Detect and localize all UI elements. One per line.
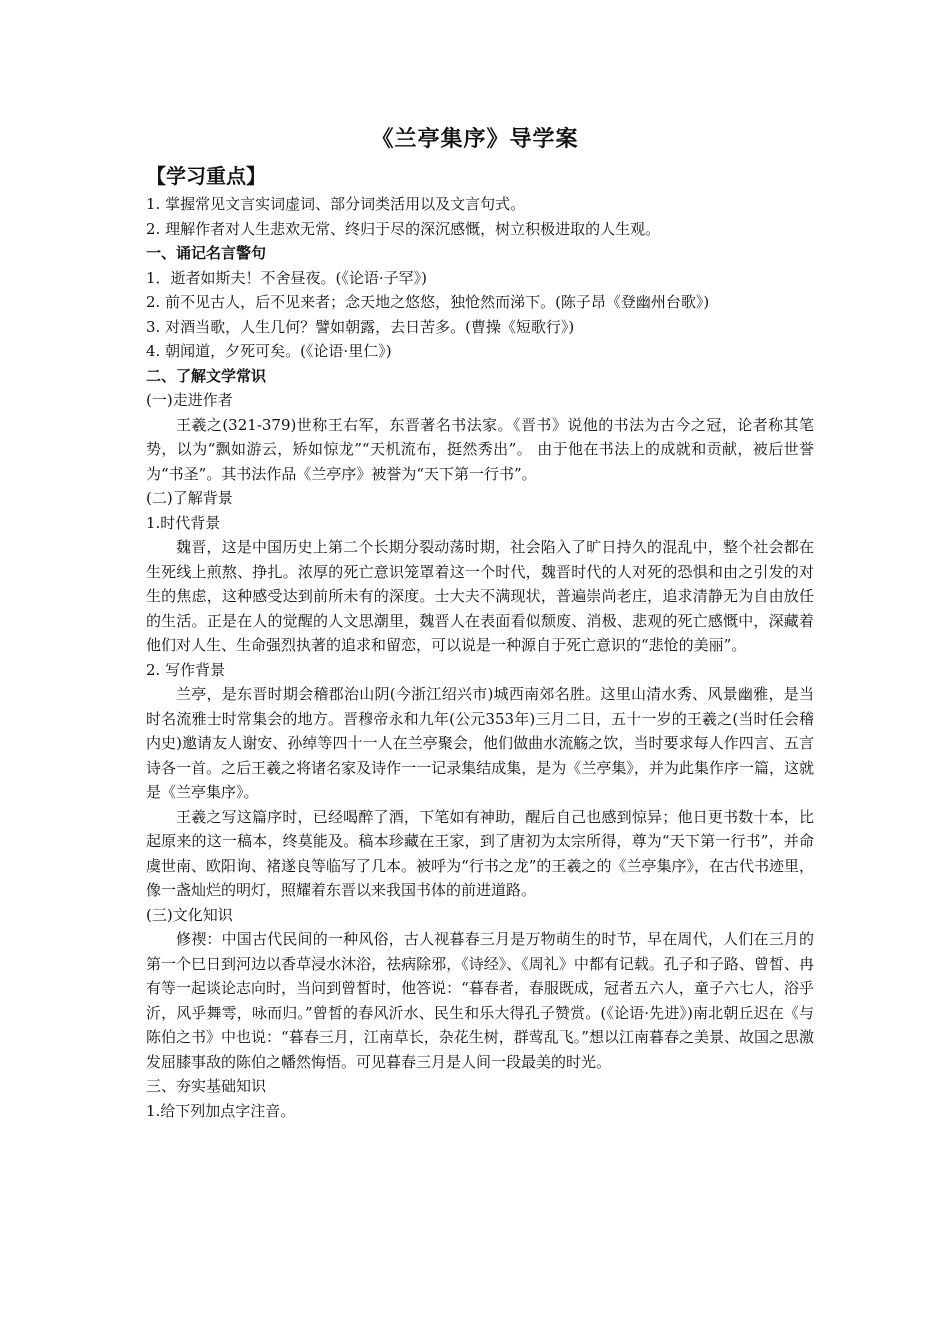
section-1-heading: 一、诵记名言警句 (146, 244, 267, 262)
culture-paragraph: 修禊：中国古代民间的一种风俗，古人视暮春三月是万物萌生的时节，早在周代，人们在三月的第一个巳日到河边以香草浸水沐浴，祛病除邪，《诗经》、《周礼》中都有记载。孔子和子路、曾皙、冉有等一起谈论志向时，当问到曾皙时，他答说：“暮春者，春服既成，冠者五六人，童子六七人，浴乎沂，风乎舞雩，咏而归。”曾皙的春风沂水、民生和乐大得孔子赞赏。(《论语·先进》)南北朝丘迟在《与陈伯之书》中也说：“暮春三月，江南草长，杂花生树，群莺乱飞。”想以江南暮春之美景、故国之思激发屈膝事敌的陈伯之幡然悔悟。可见暮春三月是人间一段最美的时光。 (146, 930, 814, 1071)
era-background-paragraph: 魏晋，这是中国历史上第二个长期分裂动荡时期，社会陷入了旷日持久的混乱中，整个社会都在生死线上煎熬、挣扎。浓厚的死亡意识笼罩着这一个时代，魏晋时代的人对死的恐惧和由之引发的对生的焦虑，这种感受达到前所未有的深度。士大夫不满现状，普遍崇尚老庄，追求清静无为自由放任的生活。正是在人的觉醒的人文思潮里，魏晋人在表面看似颓废、消极、悲观的死亡感慨中，深藏着他们对人生、生命强烈执著的追求和留恋，可以说是一种源自于死亡意识的“悲怆的美丽”。 (146, 538, 814, 654)
quote-item-2: 2. 前不见古人，后不见来者；念天地之悠悠，独怆然而涕下。(陈子昂《登幽州台歌》) (146, 293, 710, 311)
document-body (146, 192, 814, 1123)
quote-item-1: 1．逝者如斯夫！不舍昼夜。(《论语·子罕》) (146, 268, 428, 287)
era-background-heading: 1.时代背景 (146, 513, 221, 532)
subsection-background: (二)了解背景 (146, 489, 233, 507)
subsection-culture: (三)文化知识 (146, 905, 233, 924)
page-title: 《兰亭集序》导学案 (371, 127, 579, 152)
section-3-heading: 三、夯实基础知识 (146, 1077, 267, 1095)
section-3-item-1: 1.给下列加点字注音。 (146, 1101, 296, 1120)
key-point-1: 1. 掌握常见文言实词虚词、部分词类活用以及文言句式。 (146, 195, 526, 213)
key-points-heading: 【学习重点】 (146, 164, 266, 188)
section-2-heading: 二、了解文学常识 (146, 366, 267, 385)
subsection-author: (一)走进作者 (146, 391, 233, 409)
quote-item-4: 4. 朝闻道，夕死可矣。(《论语·里仁》) (146, 342, 392, 360)
quote-item-3: 3. 对酒当歌，人生几何？譬如朝露，去日苦多。(曹操《短歌行》) (146, 317, 575, 336)
writing-background-paragraph-2: 王羲之写这篇序时，已经喝醉了酒，下笔如有神助，醒后自己也感到惊异；他日更书数十本，比起原来的这一稿本，终莫能及。稿本珍藏在王家，到了唐初为太宗所得，尊为“天下第一行书”，并命虞世南、欧阳询、褚遂良等临写了几本。被呼为“行书之龙”的王羲之的《兰亭集序》，在古代书迹里，像一盏灿烂的明灯，照耀着东晋以来我国书体的前进道路。 (146, 807, 814, 899)
writing-background-heading: 2. 写作背景 (146, 660, 226, 679)
writing-background-paragraph-1: 兰亭，是东晋时期会稽郡治山阴(今浙江绍兴市)城西南郊名胜。这里山清水秀、风景幽雅，是当时名流雅士时常集会的地方。晋穆帝永和九年(公元353年)三月二日，五十一岁的王羲之(当时任会稽内史)邀请友人谢安、孙绰等四十一人在兰亭聚会，他们做曲水流觞之饮，当时要求每人作四言、五言诗各一首。之后王羲之将诸名家及诗作一一记录集结成集，是为《兰亭集》，并为此集作序一篇，这就是《兰亭集序》。 (146, 685, 814, 801)
author-paragraph: 王羲之(321-379)世称王右军，东晋著名书法家。《晋书》说他的书法为古今之冠，论者称其笔势，以为“飘如游云，矫如惊龙”“天机流布，挺然秀出”。 由于他在书法上的成就和贡献，被后世誉为“书圣”。其书法作品《兰亭序》被誉为“天下第一行书”。 (146, 415, 814, 483)
key-point-2: 2. 理解作者对人生悲欢无常、终归于尽的深沉感慨，树立积极进取的人生观。 (146, 219, 661, 238)
